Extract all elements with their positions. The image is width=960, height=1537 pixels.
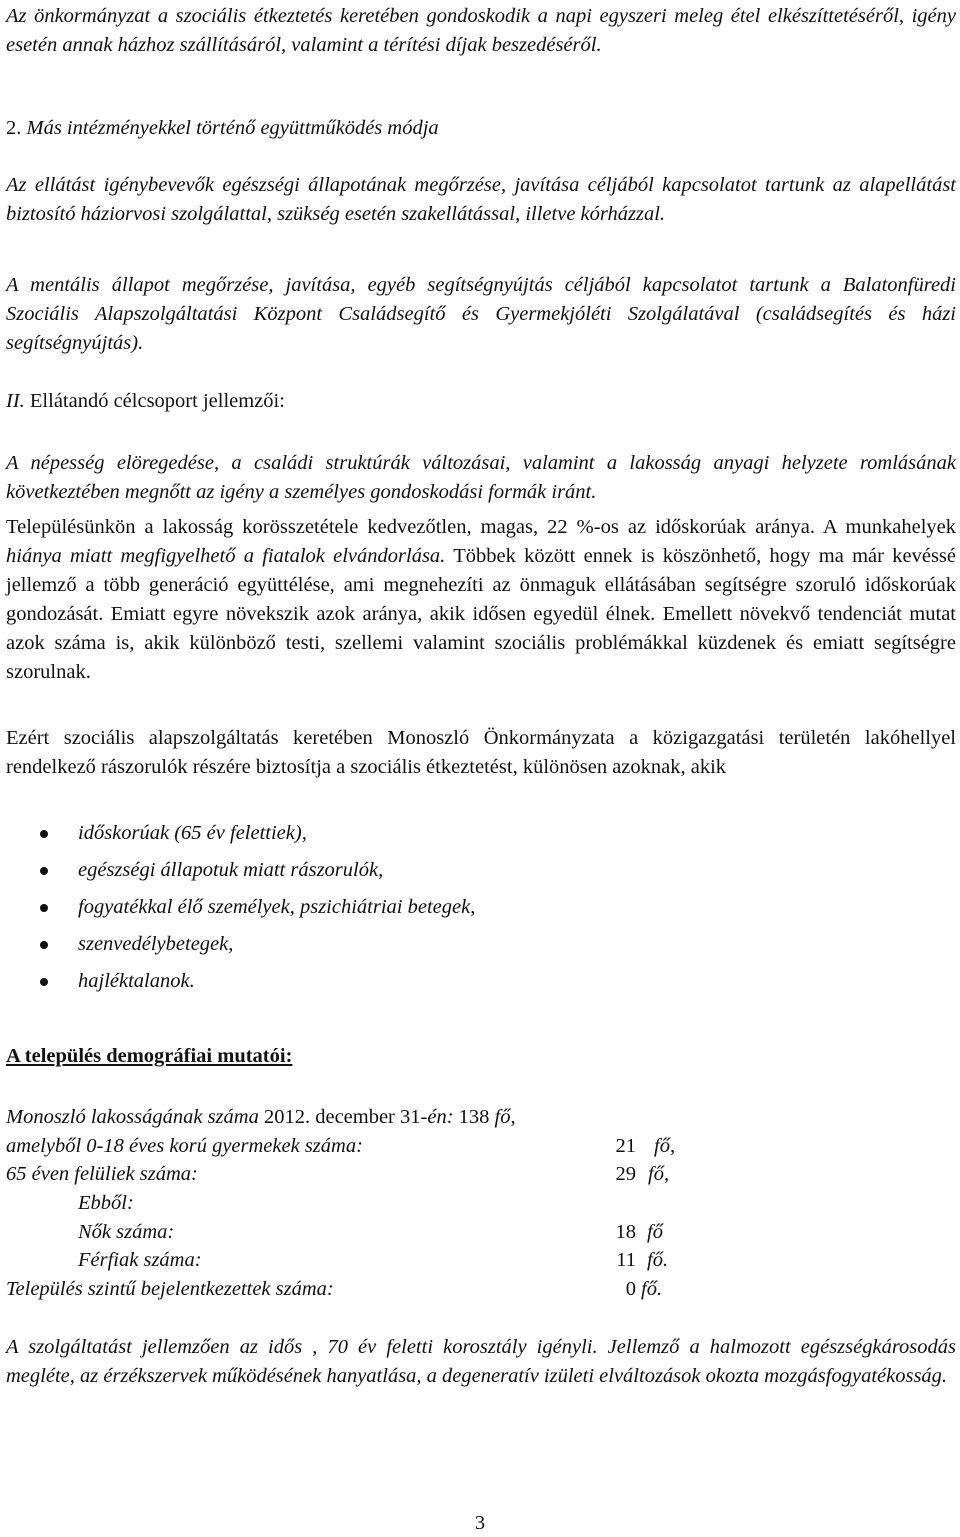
demographic-row-unit: fő [647,1221,663,1243]
population-unit: fő, [494,1106,516,1128]
section-ii-paragraph-1: A népesség elöregedése, a családi struktúrák változásai, valamint a lakosság anyagi helyzete romlásának következtében megnőtt az igény a személyes gondoskodási formák iránt. [6,452,956,503]
list-item [40,963,475,1000]
bullet-icon [40,941,48,949]
closing-paragraph: A szolgáltatást jellemzően az idős , 70 év feletti korosztály igényli. Jellemző a halmozott egészségkárosodás megléte, az érzékszervek működésének hanyatlása, a degeneratív izületi elváltozások okozta mozgásfogyatékosság. [6,1336,956,1387]
demographic-row-value: 29 [615,1163,636,1185]
bullet-icon [40,978,48,986]
list-item-label: szenvedélybetegek, [78,933,234,955]
demographic-row-label: Település szintű bejelentkezettek száma: [6,1278,334,1300]
section-2-heading [6,114,956,143]
demographic-row-label: amelyből 0-18 éves korú gyermekek száma: [6,1135,363,1157]
bullet-icon [40,867,48,875]
section-2-paragraph-2: A mentális állapot megőrzése, javítása, egyéb segítségnyújtás céljából kapcsolatot tartunk a Balatonfüredi Szociális Alapszolgáltatási Központ Családsegítő és Gyermekjóléti Szolgálatával (családsegítés és házi segítségnyújtás). [6,274,956,354]
demographic-row-value: 18 [615,1221,636,1243]
section-ii-paragraph-2 [6,513,956,687]
section-ii-heading [6,387,956,416]
bullet-icon [40,904,48,912]
demographic-row-label: Ebből: [78,1192,134,1214]
demographic-row-value: 11 [616,1249,636,1271]
section-2-title: Más intézményekkel történő együttműködés módja [26,117,439,139]
demographic-row-value: 21 [615,1135,636,1157]
demographic-row-value: 0 [625,1278,636,1300]
list-item-label: egészségi állapotuk miatt rászorulók, [78,859,384,881]
demographic-row-label: 65 éven felüliek száma: [6,1163,198,1185]
population-date: 2012. december 31- [258,1106,428,1128]
list-item [40,926,475,963]
section-ii-paragraph-2-part-b: hiánya miatt megfigyelhető a fiatalok elvándorlása. [6,545,446,567]
target-group-list [40,815,475,1000]
section-ii-paragraph-3: Ezért szociális alapszolgáltatás keretében Monoszló Önkormányzata a közigazgatási területén lakóhellyel rendelkező rászorulók részére biztosítja a szociális étkeztetést, különösen azoknak, akik [6,727,956,778]
section-ii-paragraph-2-part-c: Többek között ennek is köszönhető, hogy ma már kevéssé jellemző a több generáció együttélése, ami megnehezíti az önmaguk ellátásában segítségre szoruló időskorúak gondozását. Emiatt egyre növekszik azok aránya, akik idősen egyedül élnek. Emellett növekvő tendenciát mutat azok száma is, akik különböző testi, szellemi valamint szociális problémákkal küzdenek és emiatt segítségre szorulnak. [6,545,956,683]
page-number: 3 [474,1512,486,1534]
list-item-label: időskorúak (65 év felettiek), [78,822,307,844]
section-2-number: 2. [6,117,22,139]
demographic-row-unit: fő. [647,1249,669,1271]
section-ii-number: II. [6,390,25,412]
demographics-heading: A település demográfiai mutatói: [6,1045,293,1067]
list-item [40,815,475,852]
section-ii-paragraph-2-part-a: Településünkön a lakosság korösszetétele kedvezőtlen, magas, 22 %-os az időskorúak aránya. A munkahelyek [6,516,956,538]
demographic-row-unit: fő. [641,1278,663,1300]
population-label: Monoszló lakosságának száma [6,1106,259,1128]
list-item-label: fogyatékkal élő személyek, pszichiátriai betegek, [78,896,476,918]
intro-paragraph: Az önkormányzat a szociális étkeztetés keretében gondoskodik a napi egyszeri meleg étel elkészíttetéséről, igény esetén annak házhoz szállításáról, valamint a térítési díjak beszedéséről. [6,5,956,56]
population-date-suffix: én: [427,1106,454,1128]
bullet-icon [40,830,48,838]
population-value: 138 [453,1106,495,1128]
demographic-row-label: Férfiak száma: [78,1249,202,1271]
list-item [40,852,475,889]
population-line [6,1103,516,1131]
list-item [40,889,475,926]
section-2-paragraph-1: Az ellátást igénybevevők egészségi állapotának megőrzése, javítása céljából kapcsolatot tartunk az alapellátást biztosító háziorvosi szolgálattal, szükség esetén szakellátással, illetve kórházzal. [6,174,956,225]
list-item-label: hajléktalanok. [78,970,195,992]
demographic-row-unit: fő, [654,1135,676,1157]
section-ii-title: Ellátandó célcsoport jellemzői: [29,390,285,412]
demographic-row-label: Nők száma: [78,1221,175,1243]
demographic-row-unit: fő, [648,1163,670,1185]
